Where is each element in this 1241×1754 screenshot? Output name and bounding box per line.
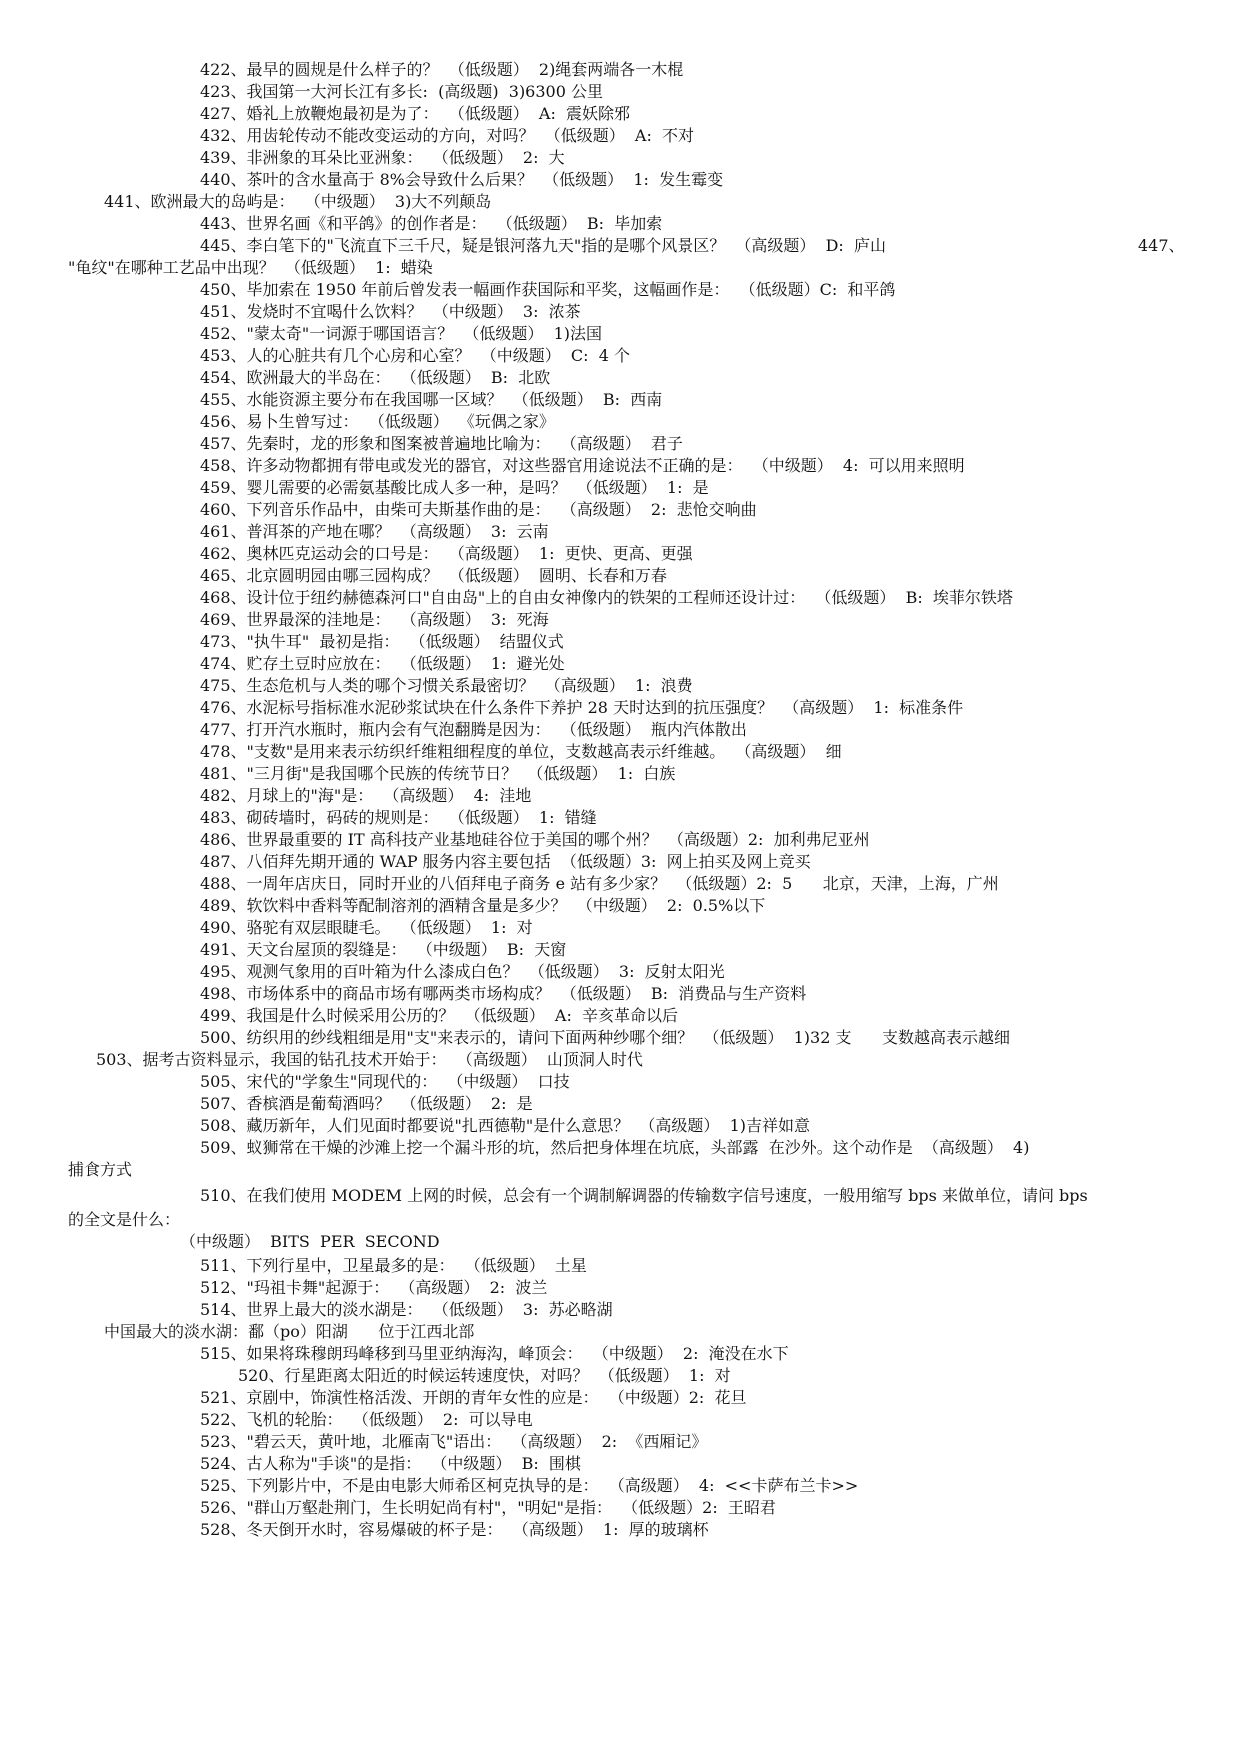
question-line: 505、宋代的"学象生"同现代的： （中级题） 口技 xyxy=(200,1072,570,1091)
question-line: 499、我国是什么时候采用公历的？ （低级题） A: 辛亥革命以后 xyxy=(200,1006,679,1025)
note-line: 中国最大的淡水湖：鄱（po）阳湖 位于江西北部 xyxy=(104,1322,475,1341)
question-line: 525、下列影片中，不是由电影大师希区柯克执导的是： （高级题） 4: <<卡萨布兰卡>> xyxy=(200,1476,859,1495)
question-line: 445、李白笔下的"飞流直下三千尺，疑是银河落九天"指的是哪个风景区？ （高级题） D: 庐山 xyxy=(200,236,886,255)
question-line: 456、易卜生曾写过： （低级题） 《玩偶之家》 xyxy=(200,412,555,431)
question-line: 432、用齿轮传动不能改变运动的方向，对吗？ （低级题） A: 不对 xyxy=(200,126,695,145)
question-line: 455、水能资源主要分布在我国哪一区域？ （低级题） B: 西南 xyxy=(200,390,663,409)
question-line: 521、京剧中，饰演性格活泼、开朗的青年女性的应是： （中级题）2: 花旦 xyxy=(200,1388,747,1407)
question-continuation: 捕食方式 xyxy=(68,1160,133,1179)
answer-line: （中级题） BITS PER SECOND xyxy=(180,1232,440,1251)
question-number: 447、 xyxy=(1138,236,1185,255)
question-line: 452、"蒙太奇"一词源于哪国语言？ （低级题） 1)法国 xyxy=(200,324,603,343)
question-line: 528、冬天倒开水时，容易爆破的杯子是： （高级题） 1: 厚的玻璃杯 xyxy=(200,1520,709,1539)
question-line: 508、藏历新年，人们见面时都要说"扎西德勒"是什么意思？ （高级题） 1)吉祥如意 xyxy=(200,1116,811,1135)
question-line: 482、月球上的"海"是： （高级题） 4: 洼地 xyxy=(200,786,532,805)
question-line: 526、"群山万壑赴荆门，生长明妃尚有村"，"明妃"是指： （低级题）2: 王昭君 xyxy=(200,1498,776,1517)
question-line: 468、设计位于纽约赫德森河口"自由岛"上的自由女神像内的铁架的工程师还设计过： （低级题） B: 埃菲尔铁塔 xyxy=(200,588,1013,607)
question-line: 465、北京圆明园由哪三园构成？ （低级题） 圆明、长春和万春 xyxy=(200,566,667,585)
question-line: 461、普洱茶的产地在哪？ （高级题） 3: 云南 xyxy=(200,522,549,541)
question-line: 523、"碧云天，黄叶地，北雁南飞"语出： （高级题） 2: 《西厢记》 xyxy=(200,1432,708,1451)
question-line: 481、"三月街"是我国哪个民族的传统节日？ （低级题） 1: 白族 xyxy=(200,764,676,783)
question-line: 476、水泥标号指标准水泥砂浆试块在什么条件下养护 28 天时达到的抗压强度？ （高级题） 1: 标准条件 xyxy=(200,698,964,717)
question-line: 460、下列音乐作品中，由柴可夫斯基作曲的是： （高级题） 2: 悲怆交响曲 xyxy=(200,500,757,519)
question-line: 441、欧洲最大的岛屿是： （中级题） 3)大不列颠岛 xyxy=(104,192,492,211)
question-continuation: 的全文是什么： xyxy=(68,1210,181,1229)
question-line: 459、婴儿需要的必需氨基酸比成人多一种，是吗？ （低级题） 1: 是 xyxy=(200,478,709,497)
question-line: 490、骆驼有双层眼睫毛。 （低级题） 1: 对 xyxy=(200,918,533,937)
question-line: 509、蚁狮常在干燥的沙滩上挖一个漏斗形的坑，然后把身体埋在坑底，头部露 在沙外。这个动作是 （高级题） 4) xyxy=(200,1138,1030,1157)
question-line: 511、下列行星中，卫星最多的是： （低级题） 土星 xyxy=(200,1256,587,1275)
question-line: 498、市场体系中的商品市场有哪两类市场构成？ （低级题） B: 消费品与生产资料 xyxy=(200,984,807,1003)
question-line: 457、先秦时，龙的形象和图案被普遍地比喻为： （高级题） 君子 xyxy=(200,434,683,453)
question-line: 515、如果将珠穆朗玛峰移到马里亚纳海沟，峰顶会： （中级题） 2: 淹没在水下 xyxy=(200,1344,789,1363)
question-line: 443、世界名画《和平鸽》的创作者是： （低级题） B: 毕加索 xyxy=(200,214,663,233)
question-line: 440、茶叶的含水量高于 8%会导致什么后果？ （低级题） 1: 发生霉变 xyxy=(200,170,724,189)
question-line: 487、八佰拜先期开通的 WAP 服务内容主要包括 （低级题）3: 网上拍买及网上竞买 xyxy=(200,852,811,871)
question-line: 483、砌砖墙时，码砖的规则是： （低级题） 1: 错缝 xyxy=(200,808,597,827)
question-line: 454、欧洲最大的半岛在： （低级题） B: 北欧 xyxy=(200,368,551,387)
question-line: 458、许多动物都拥有带电或发光的器官，对这些器官用途说法不正确的是： （中级题） 4: 可以用来照明 xyxy=(200,456,965,475)
question-line: 478、"支数"是用来表示纺织纤维粗细程度的单位，支数越高表示纤维越。 （高级题） 细 xyxy=(200,742,842,761)
question-line: 427、婚礼上放鞭炮最初是为了： （低级题） A: 震妖除邪 xyxy=(200,104,631,123)
question-line: 462、奥林匹克运动会的口号是： （高级题） 1: 更快、更高、更强 xyxy=(200,544,693,563)
question-line: 491、天文台屋顶的裂缝是： （中级题） B: 天窗 xyxy=(200,940,567,959)
question-line: 453、人的心脏共有几个心房和心室？ （中级题） C: 4 个 xyxy=(200,346,630,365)
question-line: 495、观测气象用的百叶箱为什么漆成白色？ （低级题） 3: 反射太阳光 xyxy=(200,962,725,981)
question-line: 510、在我们使用 MODEM 上网的时候，总会有一个调制解调器的传输数字信号速度，一般用缩写 bps 来做单位，请问 bps xyxy=(200,1186,1088,1205)
question-line: 474、贮存土豆时应放在： （低级题） 1: 避光处 xyxy=(200,654,565,673)
question-line: 451、发烧时不宜喝什么饮料？ （中级题） 3: 浓茶 xyxy=(200,302,581,321)
question-line: 512、"玛祖卡舞"起源于： （高级题） 2: 波兰 xyxy=(200,1278,548,1297)
question-line: 450、毕加索在 1950 年前后曾发表一幅画作获国际和平奖，这幅画作是： （低级题）C: 和平鸽 xyxy=(200,280,896,299)
question-line: 503、据考古资料显示，我国的钻孔技术开始于： （高级题） 山顶洞人时代 xyxy=(96,1050,643,1069)
question-line: 520、行星距离太阳近的时候运转速度快，对吗？ （低级题） 1: 对 xyxy=(238,1366,731,1385)
question-line: 473、"执牛耳" 最初是指： （低级题） 结盟仪式 xyxy=(200,632,564,651)
question-line: "龟纹"在哪种工艺品中出现？ （低级题） 1: 蜡染 xyxy=(68,258,433,277)
question-line: 522、飞机的轮胎： （低级题） 2: 可以导电 xyxy=(200,1410,533,1429)
question-line: 475、生态危机与人类的哪个习惯关系最密切？ （高级题） 1: 浪费 xyxy=(200,676,693,695)
question-line: 486、世界最重要的 IT 高科技产业基地硅谷位于美国的哪个州？ （高级题）2: 加利弗尼亚州 xyxy=(200,830,870,849)
question-line: 500、纺织用的纱线粗细是用"支"来表示的，请问下面两种纱哪个细？ （低级题） 1)32 支 支数越高表示越细 xyxy=(200,1028,1010,1047)
question-line: 514、世界上最大的淡水湖是： （低级题） 3: 苏必略湖 xyxy=(200,1300,613,1319)
question-line: 477、打开汽水瓶时，瓶内会有气泡翻腾是因为： （低级题） 瓶内汽体散出 xyxy=(200,720,747,739)
question-line: 469、世界最深的洼地是： （高级题） 3: 死海 xyxy=(200,610,549,629)
question-line: 423、我国第一大河长江有多长: (高级题) 3)6300 公里 xyxy=(200,82,603,101)
question-line: 439、非洲象的耳朵比亚洲象： （低级题） 2: 大 xyxy=(200,148,565,167)
question-line: 507、香槟酒是葡萄酒吗？ （低级题） 2: 是 xyxy=(200,1094,533,1113)
question-line: 488、一周年店庆日，同时开业的八佰拜电子商务 e 站有多少家？ （低级题）2: 5 北京，天津，上海，广州 xyxy=(200,874,999,893)
question-line: 524、古人称为"手谈"的是指： （中级题） B: 围棋 xyxy=(200,1454,581,1473)
question-line: 489、软饮料中香料等配制溶剂的酒精含量是多少？ （中级题） 2: 0.5%以下 xyxy=(200,896,766,915)
question-line: 422、最早的圆规是什么样子的？ （低级题） 2)绳套两端各一木棍 xyxy=(200,60,684,79)
